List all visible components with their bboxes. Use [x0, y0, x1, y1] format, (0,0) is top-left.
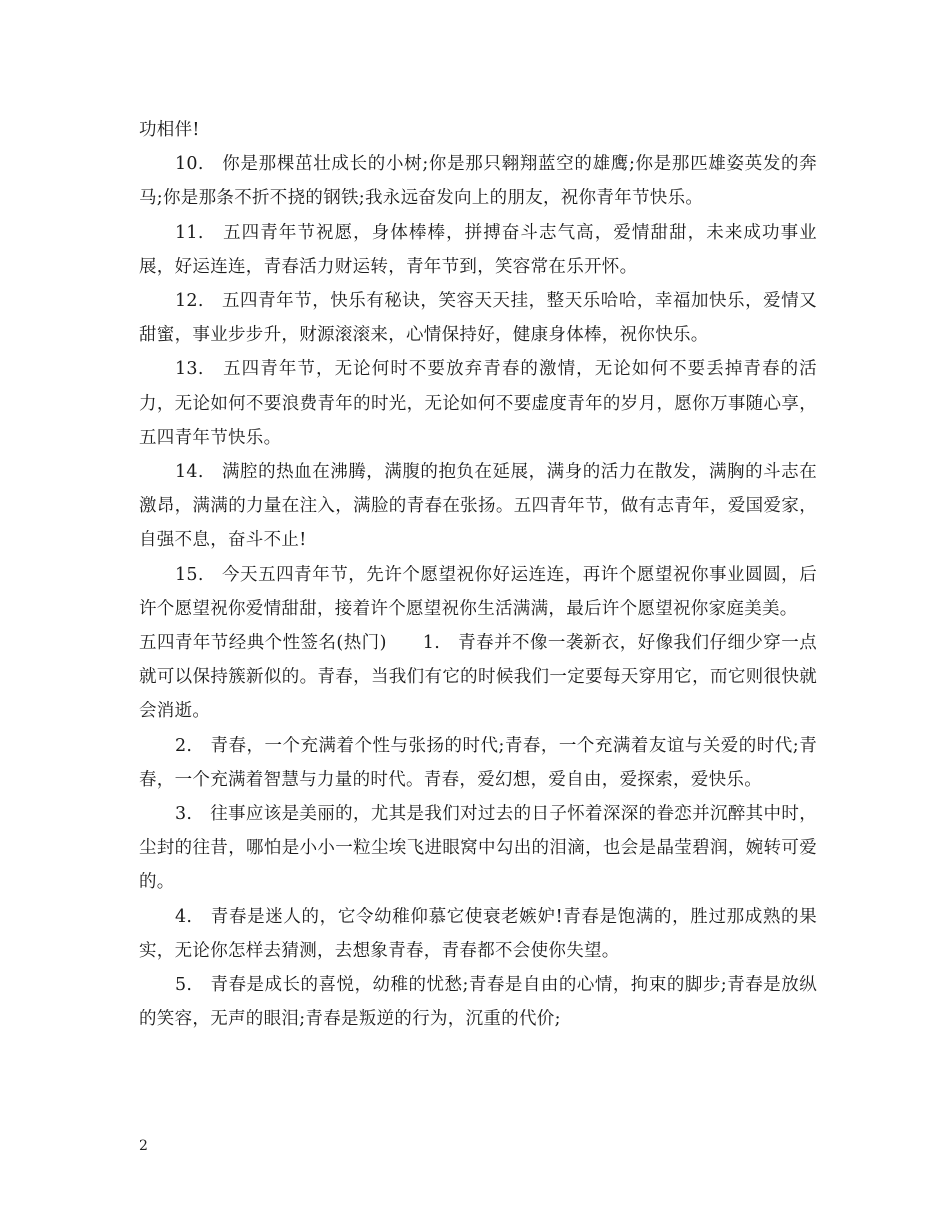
paragraph-signature-5: 5. 青春是成长的喜悦，幼稚的忧愁;青春是自由的心情，拘束的脚步;青春是放纵的笑容，无声的眼泪;青春是叛逆的行为，沉重的代价;	[139, 975, 817, 1030]
paragraph-signature-2: 2. 青春，一个充满着个性与张扬的时代;青春，一个充满着友谊与关爱的时代;青春，一个充满着智慧与力量的时代。青春，爱幻想，爱自由，爱探索，爱快乐。	[139, 735, 817, 790]
page-number: 2	[139, 1138, 148, 1154]
document-body	[139, 113, 817, 1036]
paragraph-signature-3: 3. 往事应该是美丽的，尤其是我们对过去的日子怀着深深的眷恋并沉醉其中时，尘封的往昔，哪怕是小小一粒尘埃飞进眼窝中勾出的泪滴，也会是晶莹碧润，婉转可爱的。	[139, 804, 817, 893]
paragraph-continuation: 功相伴!	[139, 120, 200, 140]
paragraph-item-13: 13. 五四青年节，无论何时不要放弃青春的激情，无论如何不要丢掉青春的活力，无论如何不要浪费青年的时光，无论如何不要虚度青年的岁月，愿你万事随心享，五四青年节快乐。	[139, 359, 817, 448]
paragraph-item-12: 12. 五四青年节，快乐有秘诀，笑容天天挂，整天乐哈哈，幸福加快乐，爱情又甜蜜，事业步步升，财源滚滚来，心情保持好，健康身体棒，祝你快乐。	[139, 291, 817, 346]
paragraph-item-10: 10. 你是那棵茁壮成长的小树;你是那只翱翔蓝空的雄鹰;你是那匹雄姿英发的奔马;你是那条不折不挠的钢铁;我永远奋发向上的朋友，祝你青年节快乐。	[139, 154, 817, 209]
paragraph-item-11: 11. 五四青年节祝愿，身体棒棒，拼搏奋斗志气高，爱情甜甜，未来成功事业展，好运连连，青春活力财运转，青年节到，笑容常在乐开怀。	[139, 222, 817, 277]
section-heading-paragraph: 五四青年节经典个性签名(热门) 1. 青春并不像一袭新衣，好像我们仔细少穿一点就可以保持簇新似的。青春，当我们有它的时候我们一定要每天穿用它，而它则很快就会消逝。	[139, 633, 817, 722]
paragraph-item-14: 14. 满腔的热血在沸腾，满腹的抱负在延展，满身的活力在散发，满胸的斗志在激昂，满满的力量在注入，满脸的青春在张扬。五四青年节，做有志青年，爱国爱家，自强不息，奋斗不止!	[139, 462, 817, 551]
paragraph-item-15: 15. 今天五四青年节，先许个愿望祝你好运连连，再许个愿望祝你事业圆圆，后许个愿望祝你爱情甜甜，接着许个愿望祝你生活满满，最后许个愿望祝你家庭美美。	[139, 564, 817, 619]
paragraph-signature-4: 4. 青春是迷人的，它令幼稚仰慕它使衰老嫉妒!青春是饱满的，胜过那成熟的果实，无论你怎样去猜测，去想象青春，青春都不会使你失望。	[139, 906, 817, 961]
